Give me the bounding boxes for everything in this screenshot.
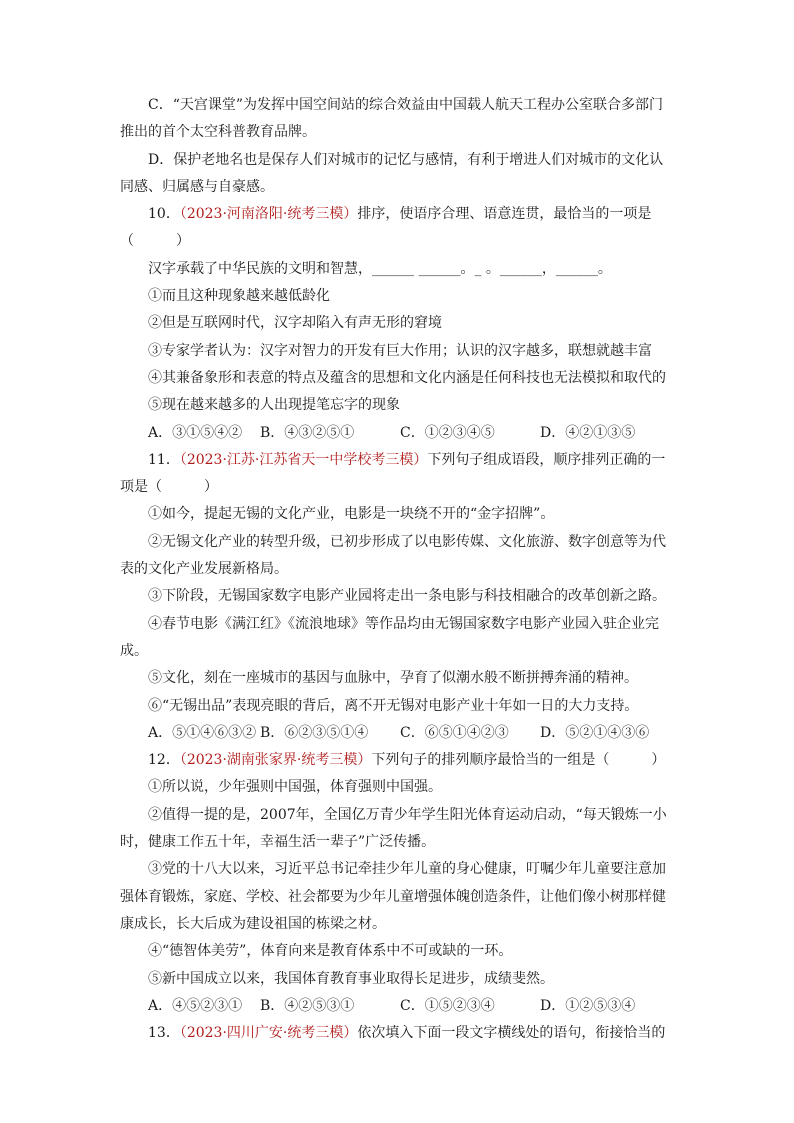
question-source: （2023·湖南张家界·统考三模） xyxy=(179,752,372,769)
question-source: （2023·四川广安·统考三模） xyxy=(179,1025,358,1042)
question-number: 10． xyxy=(148,206,180,223)
answer-options xyxy=(120,420,676,447)
question-text: 依次填入下面一段文字横线处的语句，衔接恰当的 xyxy=(357,1025,666,1042)
answer-option: D．⑤②①④③⑥ xyxy=(540,724,650,741)
question-number: 12． xyxy=(148,752,180,769)
answer-option: B．⑥②③⑤①④ xyxy=(260,724,369,741)
text-paragraph: ③专家学者认为：汉字对智力的开发有巨大作用；认识的汉字越多，联想就越丰富 xyxy=(148,342,652,359)
question-number: 11． xyxy=(148,451,180,468)
text-paragraph: ⑤现在越来越多的人出现提笔忘字的现象 xyxy=(148,397,400,414)
text-paragraph: ②值得一提的是，2007年，全国亿万青少年学生阳光体育运动启动，“每天锻炼一小时，健康工作五十年，幸福生活一辈子”广泛传播。 xyxy=(120,806,667,851)
text-paragraph: ⑤文化，刻在一座城市的基因与血脉中，孕育了似潮水般不断拼搏奔涌的精神。 xyxy=(148,670,638,687)
question-number: 13． xyxy=(148,1025,180,1042)
answer-option: D．①②⑤③④ xyxy=(540,997,636,1014)
question-source: （2023·河南洛阳·统考三模） xyxy=(179,206,358,223)
answer-option: A．⑤①④⑥③② xyxy=(148,724,257,741)
text-paragraph: ①而且这种现象越来越低龄化 xyxy=(148,288,330,305)
question-stem xyxy=(120,747,676,774)
text-paragraph: ⑥“无锡出品”表现亮眼的背后，离不开无锡对电影产业十年如一日的大力支持。 xyxy=(148,697,639,714)
text-paragraph: ③下阶段，无锡国家数字电影产业园将走出一条电影与科技相融合的改革创新之路。 xyxy=(148,588,666,605)
question-text: 排序，使语序合理、语意连贯，最恰当的一项是（ ） xyxy=(120,206,652,250)
text-paragraph: ②但是互联网时代，汉字却陷入有声无形的窘境 xyxy=(148,315,442,332)
text-paragraph: ④春节电影《满江红》《流浪地球》等作品均由无锡国家数字电影产业园入驻企业完成。 xyxy=(120,615,659,659)
text-paragraph: ①如今，提起无锡的文化产业，电影是一块绕不开的“金字招牌”。 xyxy=(148,506,555,523)
question-stem xyxy=(120,201,676,256)
answer-option: C．①②③④⑤ xyxy=(400,424,495,441)
text-paragraph: ⑤新中国成立以来，我国体育教育事业取得长足进步，成绩斐然。 xyxy=(148,970,554,987)
question-text: 下列句子的排列顺序最恰当的一组是（ ） xyxy=(371,752,666,769)
answer-option: C．①⑤②③④ xyxy=(400,997,495,1014)
text-paragraph: ③党的十八大以来，习近平总书记牵挂少年儿童的身心健康，叮嘱少年儿童要注意加强体育锻炼，家庭、学校、社会都要为少年儿童增强体魄创造条件，让他们像小树那样健康成长，长大后成为建设祖国的栋梁之材。 xyxy=(120,861,666,932)
text-paragraph: ④其兼备象形和表意的特点及蕴含的思想和文化内涵是任何科技也无法模拟和取代的 xyxy=(148,369,666,386)
answer-option: A．③①⑤④② xyxy=(148,424,243,441)
question-text: 下列句子组成语段，顺序排列正确的一项是（ ） xyxy=(120,451,666,496)
answer-option: D．④②①③⑤ xyxy=(540,424,636,441)
text-paragraph: ②无锡文化产业的转型升级，已初步形成了以电影传媒、文化旅游、数字创意等为代表的文化产业发展新格局。 xyxy=(120,533,666,578)
answer-option: B．④②⑤③① xyxy=(260,997,355,1014)
answer-option: A．④⑤②③① xyxy=(148,997,243,1014)
text-paragraph: D．保护老地名也是保存人们对城市的记忆与感情，有利于增进人们对城市的文化认同感、归属感与自豪感。 xyxy=(120,151,664,195)
text-paragraph: ④“德智体美劳”，体育向来是教育体系中不可或缺的一环。 xyxy=(148,943,513,960)
answer-option: C．⑥⑤①④②③ xyxy=(400,724,509,741)
page-content xyxy=(120,92,676,1047)
text-paragraph: C．“天宫课堂”为发挥中国空间站的综合效益由中国载人航天工程办公室联合多部门推出的首个太空科普教育品牌。 xyxy=(120,97,664,141)
text-paragraph: 汉字承载了中华民族的文明和智慧，______ ______。_ 。______，______。 xyxy=(148,260,612,277)
answer-options xyxy=(120,720,676,747)
answer-option: B．④③②⑤① xyxy=(260,424,355,441)
text-paragraph: ①所以说，少年强则中国强，体育强则中国强。 xyxy=(148,779,442,796)
question-stem xyxy=(120,1020,676,1047)
question-stem xyxy=(120,447,676,502)
answer-options xyxy=(120,993,676,1020)
question-source: （2023·江苏·江苏省天一中学校考三模） xyxy=(179,451,428,468)
